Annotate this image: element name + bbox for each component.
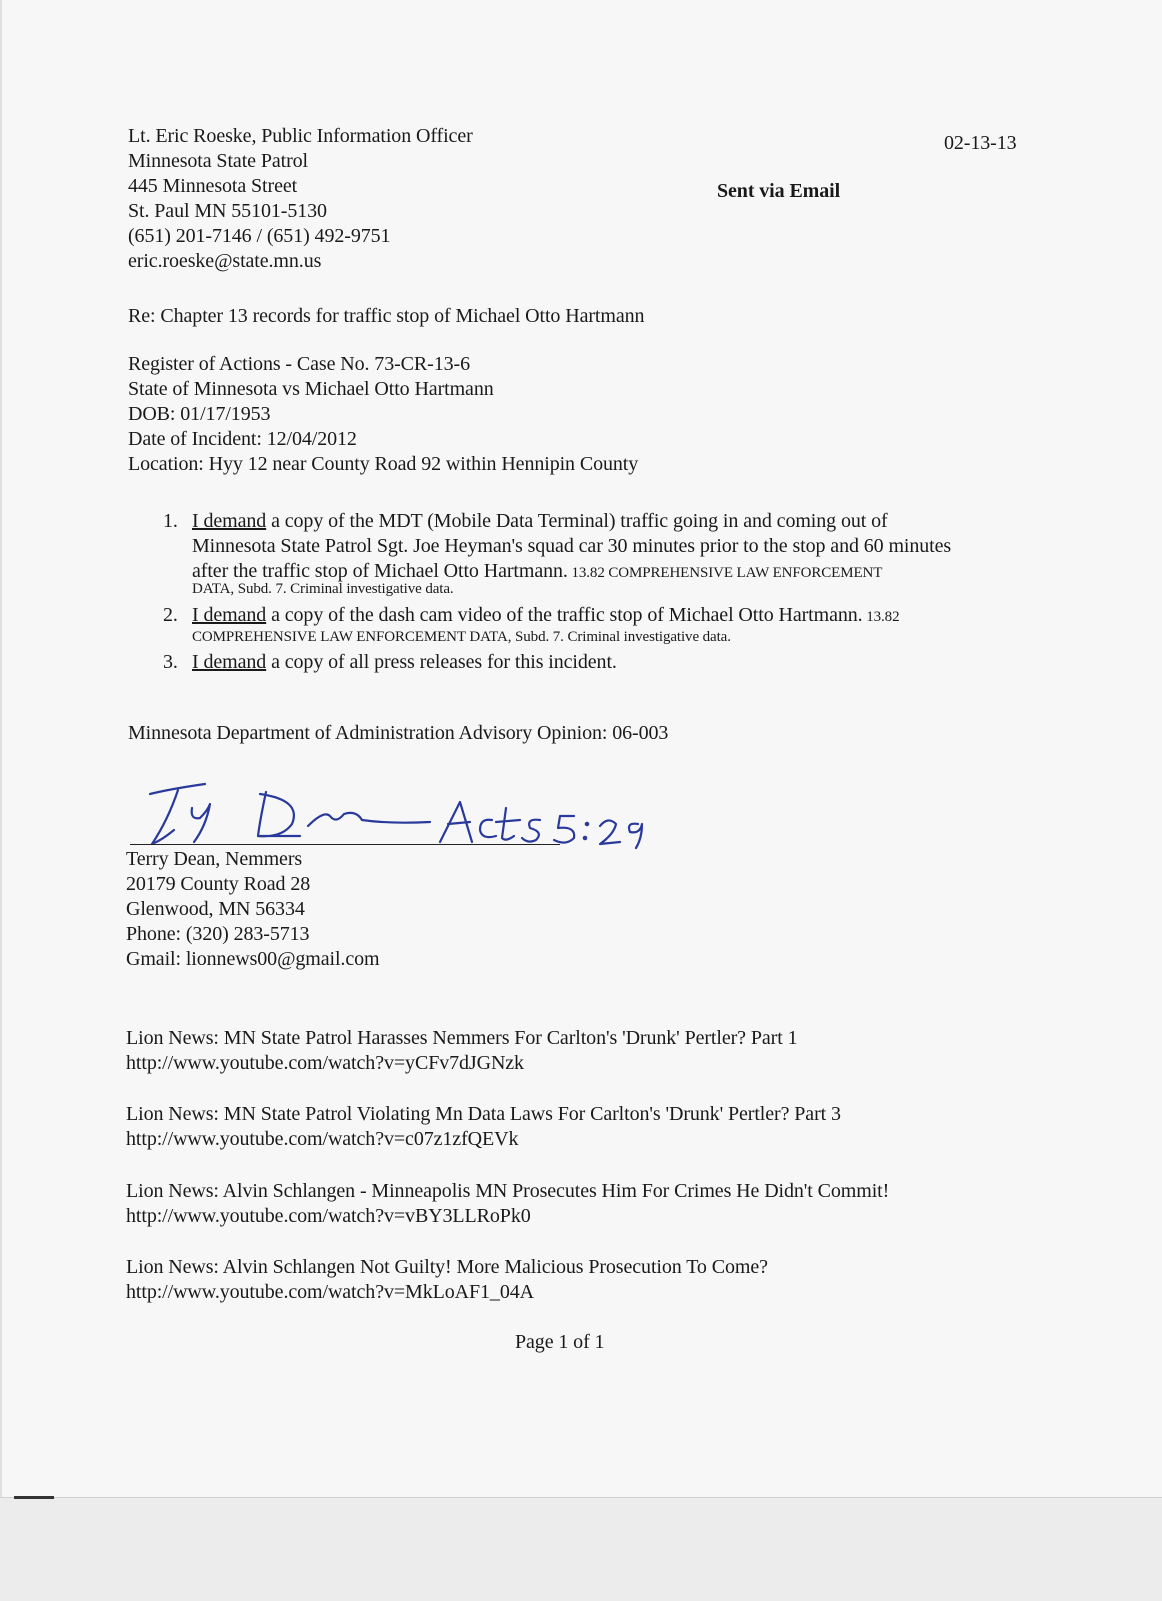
recipient-street: 445 Minnesota Street — [128, 175, 298, 197]
link-3-url: http://www.youtube.com/watch?v=vBY3LLRoPk0 — [126, 1205, 531, 1227]
link-2-title: Lion News: MN State Patrol Violating Mn Data Laws For Carlton's 'Drunk' Pertler? Part 3 — [126, 1103, 841, 1125]
link-3-title: Lion News: Alvin Schlangen - Minneapolis MN Prosecutes Him For Crimes He Didn't Commit! — [126, 1180, 890, 1202]
demand-1-statute: DATA, Subd. 7. Criminal investigative data. — [192, 581, 454, 597]
demand-2-statute: COMPREHENSIVE LAW ENFORCEMENT DATA, Subd. 7. Criminal investigative data. — [192, 629, 731, 645]
signature-line — [130, 844, 560, 845]
demand-1-line-2: Minnesota State Patrol Sgt. Joe Heyman's squad car 30 minutes prior to the stop and 60 minutes — [192, 535, 952, 557]
demand-1-number: 1. — [163, 510, 178, 532]
sender-phone: Phone: (320) 283-5713 — [126, 923, 310, 945]
case-parties: State of Minnesota vs Michael Otto Hartmann — [128, 378, 494, 400]
sender-name: Terry Dean, Nemmers — [126, 848, 303, 870]
demand-3-keyword: I demand — [192, 651, 267, 673]
link-2-url: http://www.youtube.com/watch?v=c07z1zfQEVk — [126, 1128, 519, 1150]
sender-email: Gmail: lionnews00@gmail.com — [126, 948, 380, 970]
demand-3-line-1: I demand a copy of all press releases for this incident. — [192, 651, 617, 673]
sender-city: Glenwood, MN 56334 — [126, 898, 305, 920]
demand-2-number: 2. — [163, 604, 178, 626]
scan-edge-mark — [14, 1496, 54, 1499]
demand-2-line-1: I demand a copy of the dash cam video of the traffic stop of Michael Otto Hartmann. 13.82 — [192, 604, 900, 626]
link-4-title: Lion News: Alvin Schlangen Not Guilty! More Malicious Prosecution To Come? — [126, 1256, 768, 1278]
link-4-url: http://www.youtube.com/watch?v=MkLoAF1_04A — [126, 1281, 534, 1303]
recipient-phone: (651) 201-7146 / (651) 492-9751 — [128, 225, 391, 247]
recipient-email: eric.roeske@state.mn.us — [128, 250, 322, 272]
sent-via-label: Sent via Email — [717, 180, 841, 202]
link-1-url: http://www.youtube.com/watch?v=yCFv7dJGNzk — [126, 1052, 524, 1074]
sender-street: 20179 County Road 28 — [126, 873, 311, 895]
demand-1-keyword: I demand — [192, 510, 267, 532]
recipient-city: St. Paul MN 55101-5130 — [128, 200, 327, 222]
re-line: Re: Chapter 13 records for traffic stop of Michael Otto Hartmann — [128, 305, 645, 327]
demand-1-line-1: I demand a copy of the MDT (Mobile Data Terminal) traffic going in and coming out of — [192, 510, 888, 532]
page-number: Page 1 of 1 — [515, 1331, 605, 1353]
demand-1-line-3: after the traffic stop of Michael Otto Hartmann. 13.82 COMPREHENSIVE LAW ENFORCEMENT — [192, 560, 883, 582]
case-location: Location: Hyy 12 near County Road 92 within Hennipin County — [128, 453, 639, 475]
link-1-title: Lion News: MN State Patrol Harasses Nemmers For Carlton's 'Drunk' Pertler? Part 1 — [126, 1027, 798, 1049]
case-incident-date: Date of Incident: 12/04/2012 — [128, 428, 357, 450]
demand-2-keyword: I demand — [192, 604, 267, 626]
letter-date: 02-13-13 — [944, 132, 1017, 154]
case-dob: DOB: 01/17/1953 — [128, 403, 271, 425]
recipient-org: Minnesota State Patrol — [128, 150, 308, 172]
advisory-opinion: Minnesota Department of Administration Advisory Opinion: 06-003 — [128, 722, 669, 744]
demand-3-number: 3. — [163, 651, 178, 673]
scan-left-edge — [0, 0, 2, 1497]
recipient-name: Lt. Eric Roeske, Public Information Officer — [128, 125, 473, 147]
scan-background-bottom — [0, 1497, 1162, 1601]
case-number: Register of Actions - Case No. 73-CR-13-6 — [128, 353, 470, 375]
